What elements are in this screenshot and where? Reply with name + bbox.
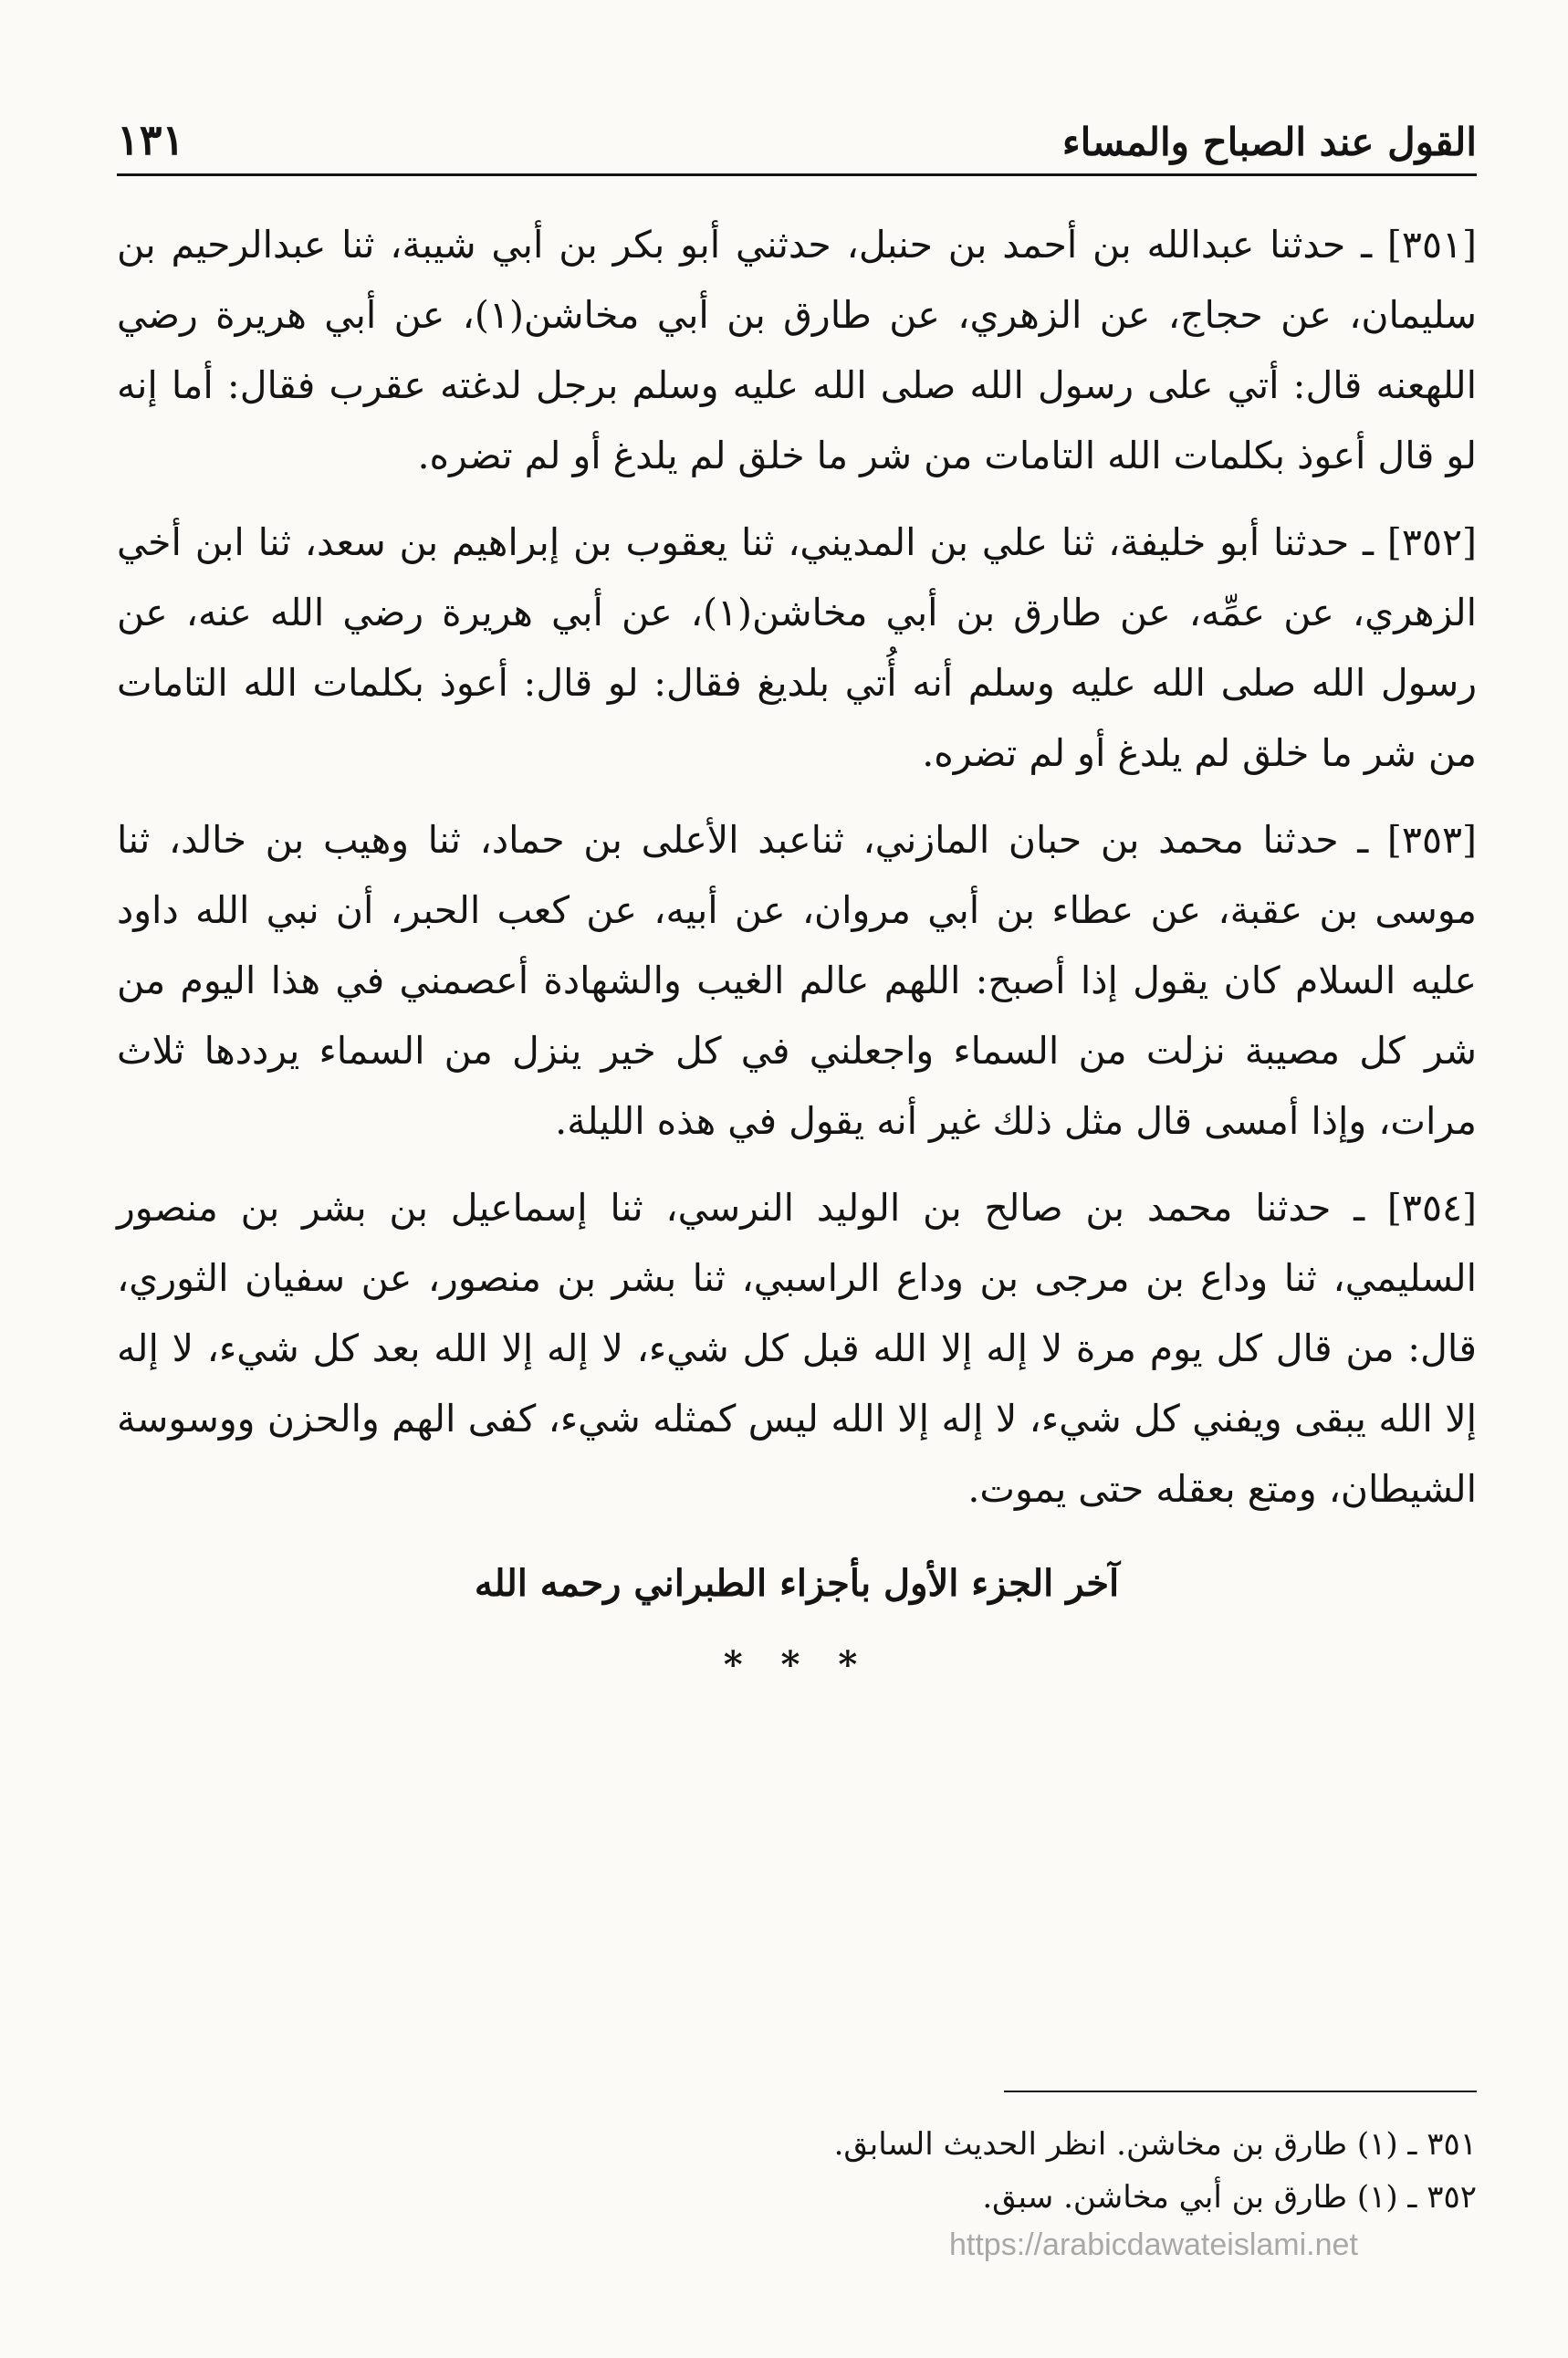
hadith-351: [٣٥١] ـ حدثنا عبدالله بن أحمد بن حنبل، حدثني أبو بكر بن أبي شيبة، ثنا عبدالرحيم بن سليمان، عن حجاج، عن الزهري، عن طارق بن أبي مخاشن(١)، عن أبي هريرة رضي اللهعنه قال: أتي على رسول الله صلى الله عليه وسلم برجل لدغته عقرب فقال: أما إنه لو قال أعوذ بكلمات الله التامات من شر ما خلق لم يلدغ أو لم تضره. <box>117 223 1477 477</box>
footnote-351: ٣٥١ ـ (١) طارق بن مخاشن. انظر الحديث السابق. <box>833 2126 1477 2163</box>
hadith-352: [٣٥٢] ـ حدثنا أبو خليفة، ثنا علي بن المديني، ثنا يعقوب بن إبراهيم بن سعد، ثنا ابن أخي الزهري، عن عمِّه، عن طارق بن أبي مخاشن(١)، عن أبي هريرة رضي الله عنه، عن رسول الله صلى الله عليه وسلم أنه أُتي بلديغ فقال: لو قال: أعوذ بكلمات الله التامات من شر ما خلق لم يلدغ أو لم تضره. <box>117 520 1477 775</box>
closing-line: آخر الجزء الأول بأجزاء الطبراني رحمه الله <box>474 1562 1120 1605</box>
footnote-352: ٣٥٢ ـ (١) طارق بن أبي مخاشن. سبق. <box>982 2179 1477 2216</box>
hadith-353: [٣٥٣] ـ حدثنا محمد بن حبان المازني، ثناعبد الأعلى بن حماد، ثنا وهيب بن خالد، ثنا موسى بن عقبة، عن عطاء بن أبي مروان، عن أبيه، عن كعب الحبر، أن نبي الله داود عليه السلام كان يقول إذا أصبح: اللهم عالم الغيب والشهادة أعصمني في هذا اليوم من شر كل مصيبة نزلت من السماء واجعلني في كل خير ينزل من السماء يرددها ثلاث مرات، وإذا أمسى قال مثل ذلك غير أنه يقول في هذه الليلة. <box>117 818 1477 1143</box>
footnote-rule <box>1004 2091 1477 2092</box>
header-rule <box>117 173 1477 176</box>
page-number: ١٣١ <box>117 115 185 164</box>
main-text <box>117 210 1477 1686</box>
hadith-354: [٣٥٤] ـ حدثنا محمد بن صالح بن الوليد النرسي، ثنا إسماعيل بن بشر بن منصور السليمي، ثنا وداع بن مرجى بن وداع الراسبي، ثنا بشر بن منصور، عن سفيان الثوري، قال: من قال كل يوم مرة لا إله إلا الله قبل كل شيء، لا إله إلا الله بعد كل شيء، لا إله إلا الله يبقى ويفني كل شيء، لا إله إلا الله ليس كمثله شيء، كفى الهم والحزن ووسوسة الشيطان، ومتع بعقله حتى يموت. <box>117 1186 1477 1511</box>
page-header <box>117 100 1477 164</box>
section-separator: * * * <box>723 1643 871 1686</box>
chapter-title: القول عند الصباح والمساء <box>1061 120 1477 164</box>
watermark-url: https://arabicdawateislami.net <box>949 2227 1358 2262</box>
footnotes <box>117 2118 1477 2224</box>
